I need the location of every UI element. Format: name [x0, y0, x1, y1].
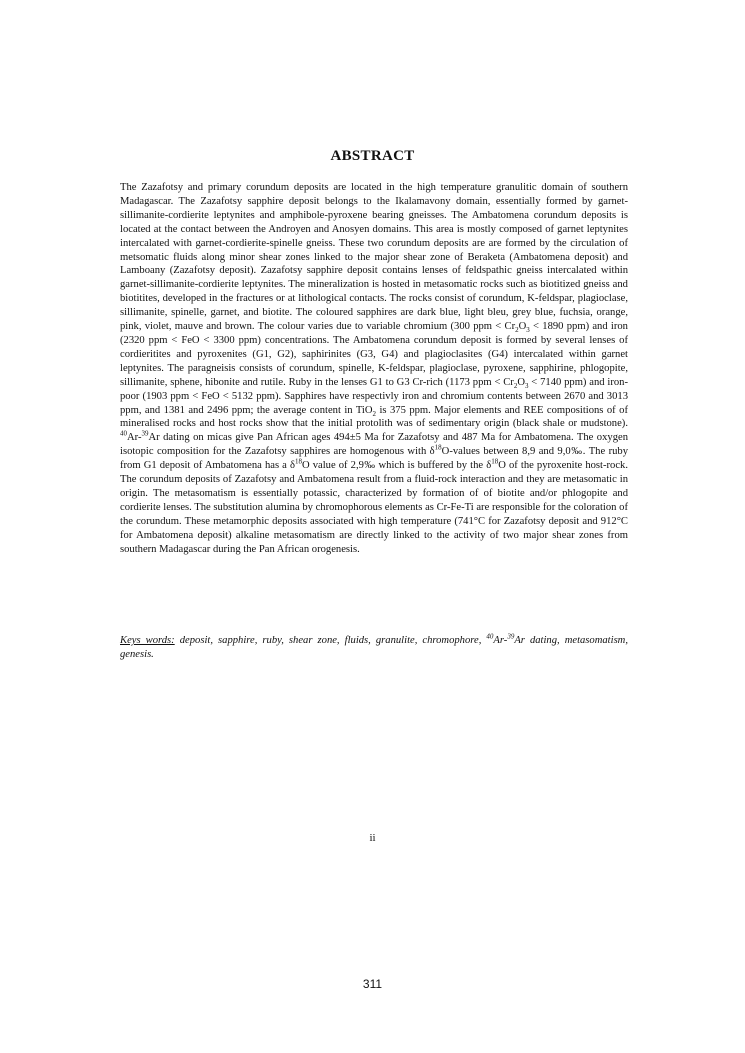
abstract-sentence: < 1890 ppm) and iron (2320 ppm < FeO < 3300 ppm) concentrations. — [120, 321, 628, 346]
keywords-text: Ar- — [493, 635, 508, 646]
abstract-sentence: The Zazafotsy sapphire deposit belongs to the Ikalamavony domain, essentially formed by garnet-sillimanite-cordierite leptynites and amphibole-pyroxene bearing gneisses. — [120, 195, 628, 221]
subscript: 3 — [526, 326, 530, 335]
abstract-sentence: O value of 2,9‰ which is buffered by the δ — [301, 460, 492, 472]
subscript: 3 — [524, 381, 529, 390]
superscript: 40 — [120, 429, 127, 438]
abstract-sentence: Ruby in the lenses G1 to G3 Cr-rich (1173 ppm < Cr — [288, 376, 514, 388]
abstract-sentence: The metasomatism is essentially potassic, characterized by formation of of biotite and/or phlogopite and cordierite lenses. — [120, 487, 628, 513]
abstract-sentence: O-values between 8,9 and 9,0‰. — [441, 446, 586, 458]
keywords-text: deposit, sapphire, ruby, shear zone, fluids, granulite, chromophore, — [179, 635, 487, 646]
superscript: 39 — [507, 632, 515, 641]
abstract-title: ABSTRACT — [330, 148, 415, 164]
abstract-sentence: The mineralization is hosted in metasomatic rocks such as biotitized gneiss and biotitites, developed in the fractures or at lithological contacts. — [120, 279, 628, 305]
superscript: 18 — [294, 457, 302, 466]
abstract-sentence: Sapphires have respectivly iron and chromium contents between 2670 and 3013 ppm, and 1381 and 2496 ppm; the average content in TiO — [120, 390, 628, 416]
abstract-sentence: The Ambatomena corundum deposit is formed by several lenses of cordieritites and pyroxenites (G1, G2), saphirinites (G3, G4) and plagioclasites (G4) intercalated within garnet leptynites. — [120, 334, 628, 374]
subscript: 2 — [513, 381, 518, 390]
superscript: 18 — [491, 457, 499, 466]
abstract-sentence: The paragneisis consists of corundum, spinelle, K-feldspar, plagioclase, pyroxene, sapphirine, phlogopite, sillimanite, sphene, hibonite and rutile. — [120, 362, 629, 388]
abstract-sentence: Zazafotsy sapphire deposit contains lenses of feldspathic gneiss intercalated within garnet-sillimanite-cordierite leptynites. — [120, 265, 629, 291]
subscript: 2 — [515, 326, 519, 335]
abstract-sentence: These metamorphic deposits associated with high temperature (741°C for Zazafotsy deposit and 912°C for Ambatomena deposit) alkaline metasomatism are directly linked to the activity of two major shear zones from southern Madagascar during the Pan African orogenesis. — [120, 515, 628, 555]
abstract-sentence: is 375 ppm. — [376, 404, 431, 416]
abstract-sentence: This area is mostly composed of garnet leptynites intercalated with garnet-cordierite-spinelle gneiss. — [120, 223, 628, 249]
abstract-sentence: The Ambatomena corundum deposits is located at the contact between the Androyen and Anosyen domains. — [120, 209, 628, 235]
abstract-body — [120, 181, 628, 556]
subscript: 2 — [372, 409, 377, 418]
abstract-sentence: The colour varies due to variable chromium (300 ppm < Cr — [257, 321, 516, 333]
abstract-sentence: These two corundum deposits are are formed by the circulation of metsomatic fluids along minor shear zones linked to the major shear zone of Beraketa (Ambatomena deposit) and Lamboany (Zazafotsy deposit). — [120, 237, 628, 277]
keywords — [120, 634, 628, 662]
abstract-sentence: The coloured sapphires are dark blue, light bleu, grey blue, fuchsia, orange, pink, violet, mauve and brown. — [120, 307, 628, 333]
abstract-sentence: O of the pyroxenite host-rock. — [498, 460, 628, 472]
superscript: 18 — [434, 443, 442, 452]
abstract-sentence: The corundum deposits of Zazafotsy and Ambatomena result from a fluid-rock interaction and they are metasomatic in origin. — [120, 474, 628, 499]
abstract-sentence: The ruby from G1 deposit of Ambatomena has a δ — [120, 446, 628, 472]
abstract-sentence: O — [518, 321, 527, 333]
superscript: 40 — [486, 632, 494, 641]
abstract-sentence: The Zazafotsy and primary corundum deposits are located in the high temperature granulitic domain of southern Madagascar. — [120, 182, 628, 207]
abstract-sentence: O — [517, 376, 525, 388]
abstract-sentence: Major elements and REE compositions of of mineralised rocks and host rocks show that the initial protolith was of sedimentary origin (black shale or mudstone). — [120, 404, 628, 430]
keywords-label: Keys words: — [120, 635, 175, 646]
abstract-sentence: Ar- — [127, 432, 142, 444]
abstract-sentence: The substitution alumina by chromophorous elements as Cr-Fe-Ti are responsible for the coloration of the corundum. — [120, 501, 628, 527]
abstract-sentence: The rocks consist of corundum, K-feldspar, plagioclase, sillimanite, spinelle, garnet, and biotite. — [120, 293, 628, 319]
roman-page-number: ii — [369, 832, 376, 844]
keywords-text: Ar dating, metasomatism, genesis. — [120, 635, 628, 660]
abstract-sentence: Ar dating on micas give Pan African ages 494±5 Ma for Zazafotsy and 487 Ma for Ambatomena. — [148, 432, 574, 444]
abstract-sentence: < 7140 ppm) and iron-poor (1903 ppm < FeO < 5132 ppm). — [120, 376, 628, 402]
page-number: 311 — [362, 977, 383, 991]
superscript: 39 — [141, 429, 149, 438]
abstract-sentence: The oxygen isotopic composition for the Zazafotsy sapphires are homogenous with δ — [120, 432, 628, 458]
